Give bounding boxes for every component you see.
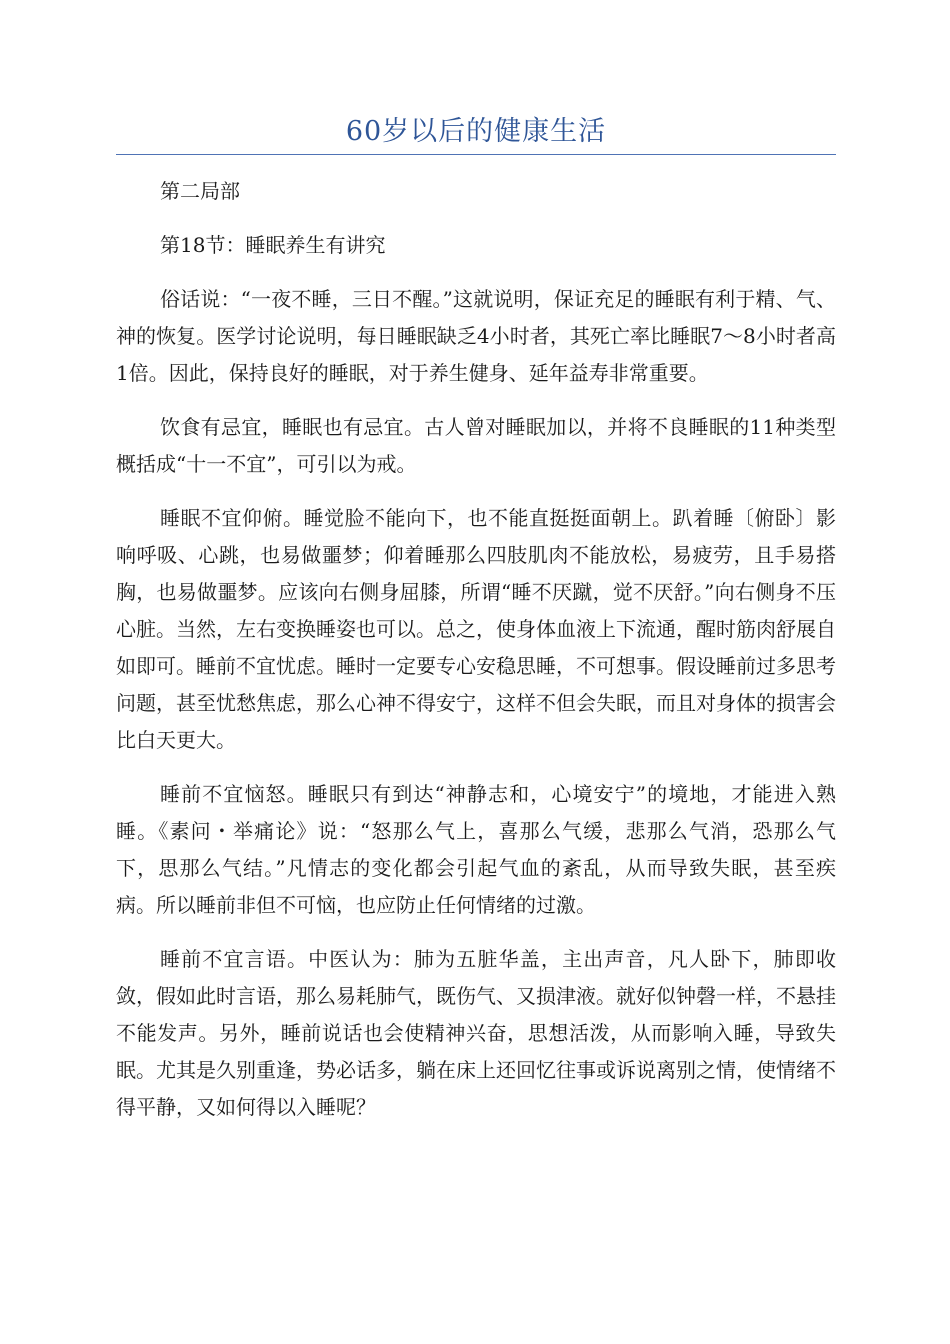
paragraph: 饮食有忌宜，睡眠也有忌宜。古人曾对睡眠加以，并将不良睡眠的11种类型概括成“十一不宜”，可引以为戒。: [116, 415, 836, 476]
paragraph: 俗话说：“一夜不睡，三日不醒。”这就说明，保证充足的睡眠有利于精、气、神的恢复。医学讨论说明，每日睡眠缺乏4小时者，其死亡率比睡眠7～8小时者高1倍。因此，保持良好的睡眠，对于养生健身、延年益寿非常重要。: [116, 287, 836, 385]
paragraph: 睡前不宜言语。中医认为：肺为五脏华盖，主出声音，凡人卧下，肺即收敛，假如此时言语，那么易耗肺气，既伤气、又损津液。就好似钟磬一样，不悬挂不能发声。另外，睡前说话也会使精神兴奋，思想活泼，从而影响入睡，导致失眠。尤其是久别重逢，势必话多，躺在床上还回忆往事或诉说离别之情，使情绪不得平静，又如何得以入睡呢？: [116, 947, 836, 1119]
paragraph: 睡前不宜恼怒。睡眠只有到达“神静志和，心境安宁”的境地，才能进入熟睡。《素问・举痛论》说：“怒那么气上，喜那么气缓，悲那么气消，恐那么气下，思那么气结。”凡情志的变化都会引起气血的紊乱，从而导致失眠，甚至疾病。所以睡前非但不可恼，也应防止任何情绪的过激。: [116, 782, 836, 917]
part-heading: 第二局部: [160, 179, 240, 203]
title-underline: [116, 154, 836, 155]
page-title: 60岁以后的健康生活: [345, 116, 607, 147]
document-body: [116, 173, 836, 1143]
paragraph: 睡眠不宜仰俯。睡觉脸不能向下，也不能直挺挺面朝上。趴着睡〔俯卧〕影响呼吸、心跳，也易做噩梦；仰着睡那么四肢肌肉不能放松，易疲劳，且手易搭胸，也易做噩梦。应该向右侧身屈膝，所谓“睡不厌蹴，觉不厌舒。”向右侧身不压心脏。当然，左右变换睡姿也可以。总之，使身体血液上下流通，醒时筋肉舒展自如即可。睡前不宜忧虑。睡时一定要专心安稳思睡，不可想事。假设睡前过多思考问题，甚至忧愁焦虑，那么心神不得安宁，这样不但会失眠，而且对身体的损害会比白天更大。: [116, 506, 836, 752]
section-heading: 第18节：睡眠养生有讲究: [160, 233, 386, 257]
